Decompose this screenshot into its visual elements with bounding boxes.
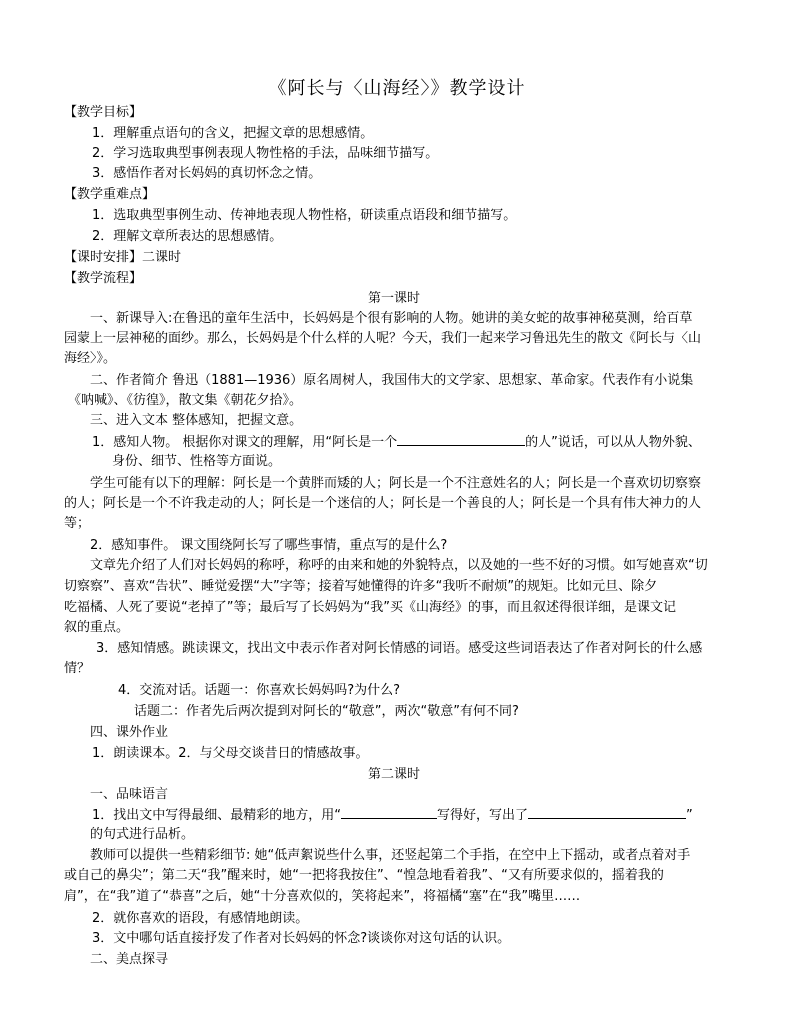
perceive-character-text-a: 1．感知人物。 根据你对课文的理解，用“阿长是一个 — [92, 435, 398, 450]
perceive-emotion-2: 情？ — [64, 661, 91, 676]
teacher-details-1: 教师可以提供一些精彩细节: 她“低声絮说些什么事，还竖起第二个手指，在空中上下摇动，或者点着对手 — [90, 848, 691, 863]
perceive-emotion-1: 3．感知情感。跳读课文，找出文中表示作者对阿长情感的词语。感受这些词语表达了作者对阿长的什么感 — [96, 641, 703, 656]
teacher-details-3: 肩”，在“我”道了“恭喜”之后，她“十分喜欢似的，笑将起来”，将福橘“塞”在“我”嘴里…… — [64, 889, 581, 904]
dialogue-topic-2: 话题二：作者先后两次提到对阿长的“敬意”，两次“敬意”有何不同? — [134, 704, 519, 719]
goals-header: 【教学目标】 — [64, 105, 143, 120]
author-line-1: 二、作者简介 鲁迅（1881—1936）原名周树人，我国伟大的文学家、思想家、革命家。代表作有小说集 — [90, 373, 694, 388]
keypoint-item-1: 1．选取典型事例生动、传神地表现人物性格，研读重点语段和细节描写。 — [92, 208, 517, 223]
find-details-text-b: 写得好，写出了 — [437, 808, 529, 823]
fill-blank-3 — [528, 806, 686, 819]
fill-blank-2 — [341, 806, 437, 819]
intro-line-3: 海经〉》。 — [64, 351, 117, 366]
intro-line-2: 园蒙上一层神秘的面纱。那么，长妈妈是个什么样的人呢？今天，我们一起来学习鲁迅先生的散文《阿长与〈山 — [64, 331, 702, 346]
keypoints-header: 【教学重难点】 — [64, 187, 156, 202]
text-section-heading: 三、进入文本 整体感知，把握文意。 — [90, 413, 303, 428]
read-aloud-line: 2．就你喜欢的语段，有感情地朗读。 — [92, 911, 309, 926]
perceive-events-line: 2．感知事件。 课文围绕阿长写了哪些事情，重点写的是什么? — [90, 538, 448, 553]
events-desc-2: 切察察”、喜欢“告状”、睡觉爱摆“大”字等；接着写她懂得的许多“我听不耐烦”的规矩。比如元旦、除夕 — [64, 579, 658, 594]
lesson-1-title: 第一课时 — [367, 291, 420, 306]
keypoint-item-2: 2．理解文章所表达的思想感情。 — [92, 229, 283, 244]
perceive-character-line — [92, 433, 772, 452]
student-understanding-2: 的人；阿长是一个不许我走动的人；阿长是一个迷信的人；阿长是一个善良的人；阿长是一个具有伟大神力的人 — [64, 496, 702, 511]
teacher-details-2: 或自己的鼻尖”；第二天“我”醒来时，她“一把将我按住”、“惶急地看着我”、“又有所要求似的，摇着我的 — [64, 868, 664, 883]
beauty-explore-heading: 二、美点探寻 — [90, 952, 169, 967]
events-desc-1: 文章先介绍了人们对长妈妈的称呼，称呼的由来和她的外貌特点，以及她的一些不好的习惯。如写她喜欢“切 — [90, 558, 708, 573]
goal-item-3: 3．感悟作者对长妈妈的真切怀念之情。 — [92, 166, 322, 181]
find-details-line — [92, 806, 772, 825]
student-understanding-1: 学生可能有以下的理解：阿长是一个黄胖而矮的人；阿长是一个不注意姓名的人；阿长是一个喜欢切切察察 — [90, 476, 702, 491]
document-title: 《阿长与〈山海经〉》教学设计 — [268, 78, 526, 99]
events-desc-3: 吃福橘、人死了要说“老掉了”等；最后写了长妈妈为“我”买《山海经》的事，而且叙述得很详细，是课文记 — [64, 600, 676, 615]
savor-language-heading: 一、品味语言 — [90, 787, 169, 802]
student-understanding-3: 等； — [64, 516, 91, 531]
events-desc-4: 叙的重点。 — [64, 620, 130, 635]
perceive-character-text-b: 的人”说话，可以从人物外貌、 — [525, 435, 701, 450]
lesson-2-title: 第二课时 — [367, 767, 420, 782]
goal-item-1: 1．理解重点语句的含义，把握文章的思想感情。 — [92, 126, 374, 141]
process-header: 【教学流程】 — [64, 271, 143, 286]
homework-items: 1．朗读课本。2．与父母交谈昔日的情感故事。 — [92, 746, 369, 761]
find-details-text-c: ” — [686, 808, 693, 823]
sentence-recognition-line: 3．文中哪句话直接抒发了作者对长妈妈的怀念?谈谈你对这句话的认识。 — [92, 931, 511, 946]
dialogue-topic-1: 4．交流对话。话题一：你喜欢长妈妈吗?为什么? — [118, 683, 401, 698]
find-details-line-2: 的句式进行品析。 — [90, 827, 195, 842]
find-details-text-a: 1．找出文中写得最细、最精彩的地方，用“ — [92, 808, 342, 823]
homework-heading: 四、课外作业 — [90, 725, 169, 740]
fill-blank-1 — [397, 433, 525, 446]
perceive-character-line-2: 身份、细节、性格等方面说。 — [112, 454, 282, 469]
author-line-2: 《呐喊》、《彷徨》，散文集《朝花夕拾》。 — [68, 393, 303, 408]
schedule-line: 【课时安排】二课时 — [64, 250, 182, 265]
goal-item-2: 2．学习选取典型事例表现人物性格的手法，品味细节描写。 — [92, 146, 439, 161]
intro-line-1: 一、新课导入:在鲁迅的童年生活中，长妈妈是个很有影响的人物。她讲的美女蛇的故事神秘莫测，给百草 — [90, 311, 693, 326]
